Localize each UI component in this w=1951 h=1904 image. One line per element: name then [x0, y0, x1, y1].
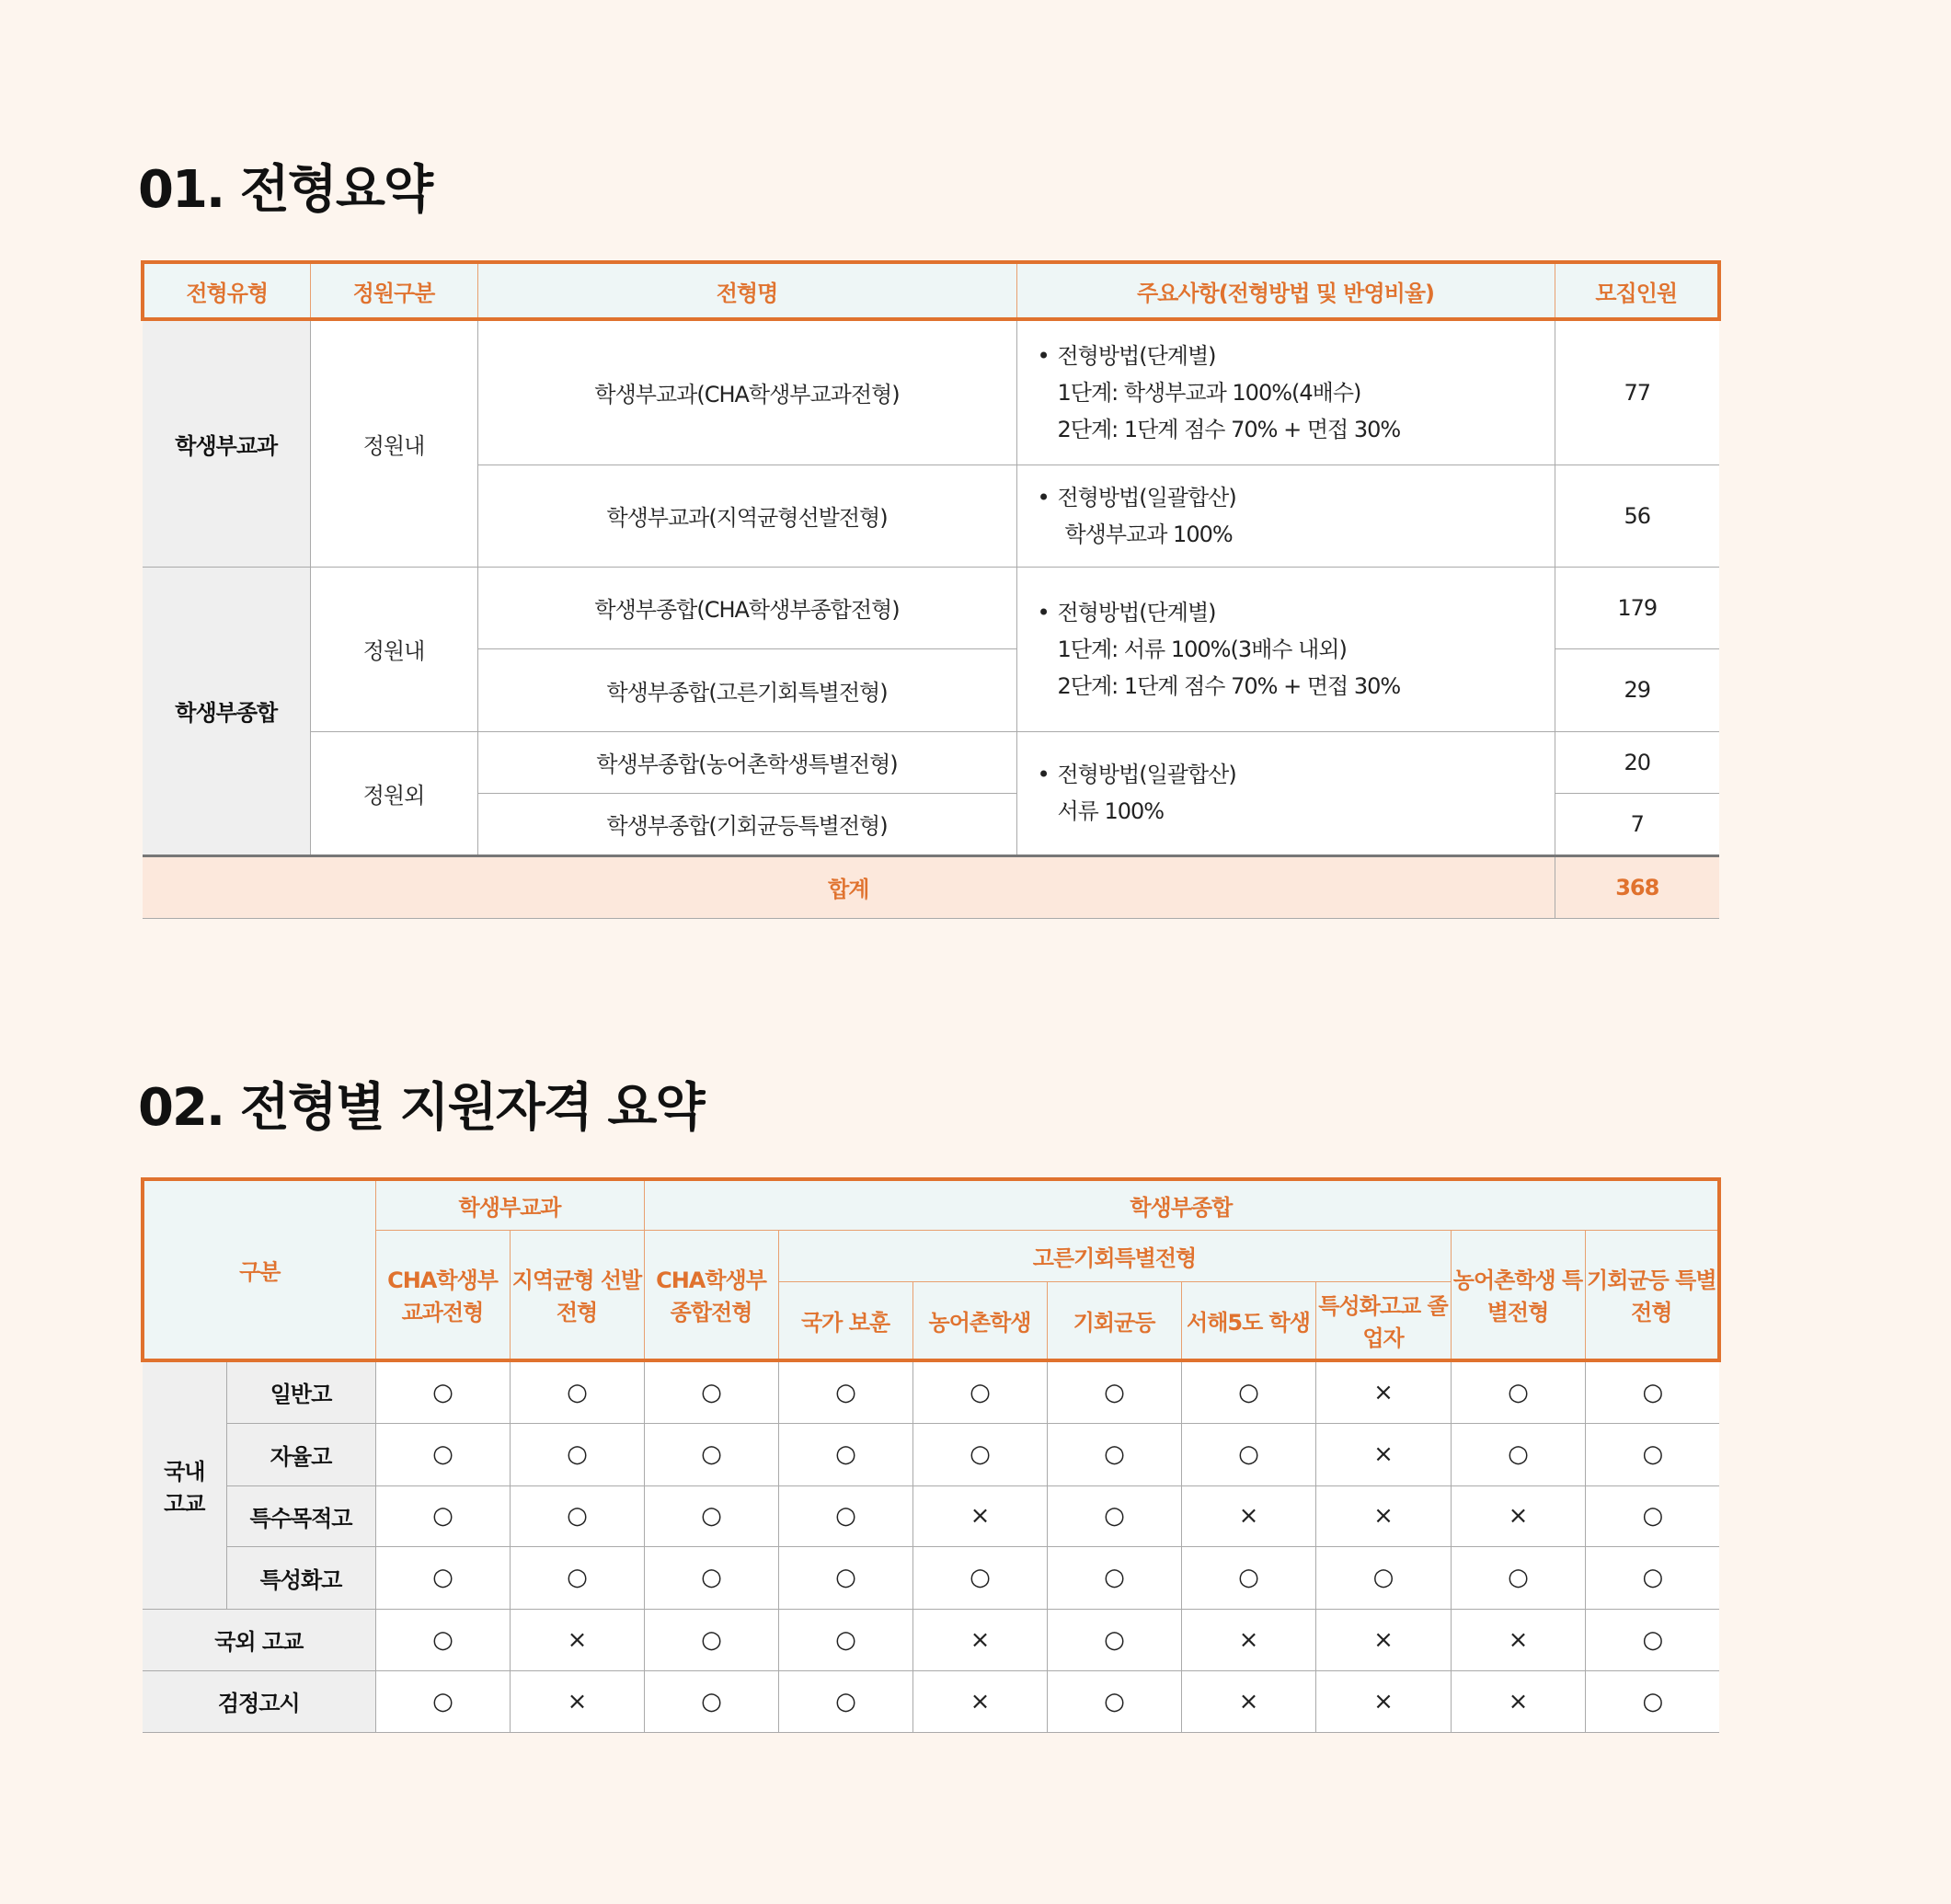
row-label: 특성화고	[226, 1546, 375, 1609]
eligible-mark: ○	[510, 1360, 644, 1423]
eligible-mark: ○	[644, 1546, 778, 1609]
table-row	[143, 731, 1719, 793]
eligible-mark: ○	[912, 1360, 1047, 1423]
table-row	[143, 567, 1719, 648]
admission-name: 학생부종합(CHA학생부종합전형)	[477, 567, 1016, 648]
ineligible-mark: ×	[1451, 1609, 1585, 1670]
eligible-mark: ○	[1047, 1609, 1181, 1670]
eligible-mark: ○	[1585, 1546, 1719, 1609]
total-value: 368	[1555, 855, 1719, 918]
ineligible-mark: ×	[1181, 1609, 1315, 1670]
eligible-mark: ○	[644, 1485, 778, 1546]
count-cell: 56	[1555, 465, 1719, 567]
eligible-mark: ○	[375, 1485, 510, 1546]
eligible-mark: ○	[644, 1423, 778, 1485]
total-label: 합계	[143, 855, 1555, 918]
count-cell: 179	[1555, 567, 1719, 648]
section2-title: 02. 전형별 지원자격 요약	[138, 1078, 704, 1138]
total-row	[143, 855, 1719, 918]
header-col: 서해5도 학생	[1181, 1281, 1315, 1360]
quota-cell: 정원외	[310, 731, 477, 855]
eligible-mark: ○	[1451, 1546, 1585, 1609]
eligible-mark: ○	[1585, 1670, 1719, 1732]
ineligible-mark: ×	[912, 1609, 1047, 1670]
count-cell: 20	[1555, 731, 1719, 793]
ineligible-mark: ×	[1181, 1670, 1315, 1732]
section1-title: 01. 전형요약	[138, 160, 432, 220]
eligible-mark: ○	[375, 1609, 510, 1670]
header-col: 농어촌학생	[912, 1281, 1047, 1360]
admission-summary-table	[141, 260, 1721, 919]
ineligible-mark: ×	[1315, 1670, 1451, 1732]
method-cell: • 전형방법(일괄합산) 학생부교과 100%	[1016, 465, 1555, 567]
header-group-gyogwa: 학생부교과	[375, 1179, 644, 1230]
header-quota: 정원구분	[310, 262, 477, 319]
ineligible-mark: ×	[510, 1609, 644, 1670]
eligible-mark: ○	[1585, 1609, 1719, 1670]
method-cell: • 전형방법(일괄합산) 서류 100%	[1016, 731, 1555, 855]
ineligible-mark: ×	[510, 1670, 644, 1732]
table-row	[143, 1485, 1719, 1546]
header-col: 특성화고교 졸업자	[1315, 1281, 1451, 1360]
eligible-mark: ○	[1585, 1360, 1719, 1423]
ineligible-mark: ×	[1315, 1609, 1451, 1670]
table-row	[143, 1360, 1719, 1423]
domestic-label: 국내 고교	[143, 1360, 226, 1609]
row-label: 특수목적고	[226, 1485, 375, 1546]
ineligible-mark: ×	[1181, 1485, 1315, 1546]
eligible-mark: ○	[375, 1360, 510, 1423]
eligible-mark: ○	[644, 1670, 778, 1732]
type-cell: 학생부교과	[143, 319, 310, 567]
eligible-mark: ○	[510, 1546, 644, 1609]
eligible-mark: ○	[1451, 1360, 1585, 1423]
count-cell: 77	[1555, 319, 1719, 465]
table-row	[143, 319, 1719, 465]
ineligible-mark: ×	[1315, 1423, 1451, 1485]
eligible-mark: ○	[1181, 1423, 1315, 1485]
eligible-mark: ○	[1585, 1423, 1719, 1485]
type-cell: 학생부종합	[143, 567, 310, 855]
eligible-mark: ○	[1047, 1546, 1181, 1609]
eligible-mark: ○	[778, 1485, 912, 1546]
admission-name: 학생부교과(지역균형선발전형)	[477, 465, 1016, 567]
eligibility-table	[141, 1177, 1721, 1733]
eligible-mark: ○	[778, 1609, 912, 1670]
eligible-mark: ○	[1047, 1670, 1181, 1732]
eligible-mark: ○	[375, 1546, 510, 1609]
eligible-mark: ○	[912, 1423, 1047, 1485]
header-col: 기회균등 특별전형	[1585, 1230, 1719, 1360]
eligible-mark: ○	[1451, 1423, 1585, 1485]
table-row	[143, 1546, 1719, 1609]
eligible-mark: ○	[644, 1609, 778, 1670]
eligible-mark: ○	[510, 1423, 644, 1485]
table-row	[143, 1423, 1719, 1485]
header-col: 국가 보훈	[778, 1281, 912, 1360]
eligible-mark: ○	[1315, 1546, 1451, 1609]
ineligible-mark: ×	[1451, 1485, 1585, 1546]
eligible-mark: ○	[778, 1670, 912, 1732]
eligible-mark: ○	[1047, 1360, 1181, 1423]
admission-name: 학생부종합(기회균등특별전형)	[477, 793, 1016, 855]
admission-name: 학생부교과(CHA학생부교과전형)	[477, 319, 1016, 465]
header-col: 기회균등	[1047, 1281, 1181, 1360]
eligible-mark: ○	[1181, 1546, 1315, 1609]
row-label: 검정고시	[143, 1670, 375, 1732]
count-cell: 7	[1555, 793, 1719, 855]
row-label: 자율고	[226, 1423, 375, 1485]
method-cell: • 전형방법(단계별) 1단계: 서류 100%(3배수 내외) 2단계: 1단계 점수 70% + 면접 30%	[1016, 567, 1555, 731]
header-col: CHA학생부 종합전형	[644, 1230, 778, 1360]
header-method: 주요사항(전형방법 및 반영비율)	[1016, 262, 1555, 319]
eligible-mark: ○	[1181, 1360, 1315, 1423]
ineligible-mark: ×	[1451, 1670, 1585, 1732]
eligible-mark: ○	[778, 1546, 912, 1609]
eligible-mark: ○	[1047, 1423, 1181, 1485]
header-count: 모집인원	[1555, 262, 1719, 319]
header-col: CHA학생부 교과전형	[375, 1230, 510, 1360]
header-col: 지역균형 선발전형	[510, 1230, 644, 1360]
eligible-mark: ○	[1047, 1485, 1181, 1546]
eligible-mark: ○	[778, 1360, 912, 1423]
header-subgroup: 고른기회특별전형	[778, 1230, 1451, 1281]
admission-name: 학생부종합(고른기회특별전형)	[477, 648, 1016, 731]
ineligible-mark: ×	[912, 1670, 1047, 1732]
eligible-mark: ○	[912, 1546, 1047, 1609]
method-cell: • 전형방법(단계별) 1단계: 학생부교과 100%(4배수) 2단계: 1단계 점수 70% + 면접 30%	[1016, 319, 1555, 465]
header-type: 전형유형	[143, 262, 310, 319]
quota-cell: 정원내	[310, 567, 477, 731]
eligible-mark: ○	[1585, 1485, 1719, 1546]
header-group-jonghap: 학생부종합	[644, 1179, 1719, 1230]
table-row	[143, 1609, 1719, 1670]
row-label: 국외 고교	[143, 1609, 375, 1670]
eligible-mark: ○	[778, 1423, 912, 1485]
eligible-mark: ○	[510, 1485, 644, 1546]
count-cell: 29	[1555, 648, 1719, 731]
quota-cell: 정원내	[310, 319, 477, 567]
row-label: 일반고	[226, 1360, 375, 1423]
admission-name: 학생부종합(농어촌학생특별전형)	[477, 731, 1016, 793]
header-name: 전형명	[477, 262, 1016, 319]
ineligible-mark: ×	[1315, 1360, 1451, 1423]
header-col: 농어촌학생 특별전형	[1451, 1230, 1585, 1360]
eligible-mark: ○	[375, 1423, 510, 1485]
ineligible-mark: ×	[912, 1485, 1047, 1546]
eligible-mark: ○	[375, 1670, 510, 1732]
header-category: 구분	[143, 1179, 375, 1360]
table-row	[143, 1670, 1719, 1732]
eligible-mark: ○	[644, 1360, 778, 1423]
ineligible-mark: ×	[1315, 1485, 1451, 1546]
